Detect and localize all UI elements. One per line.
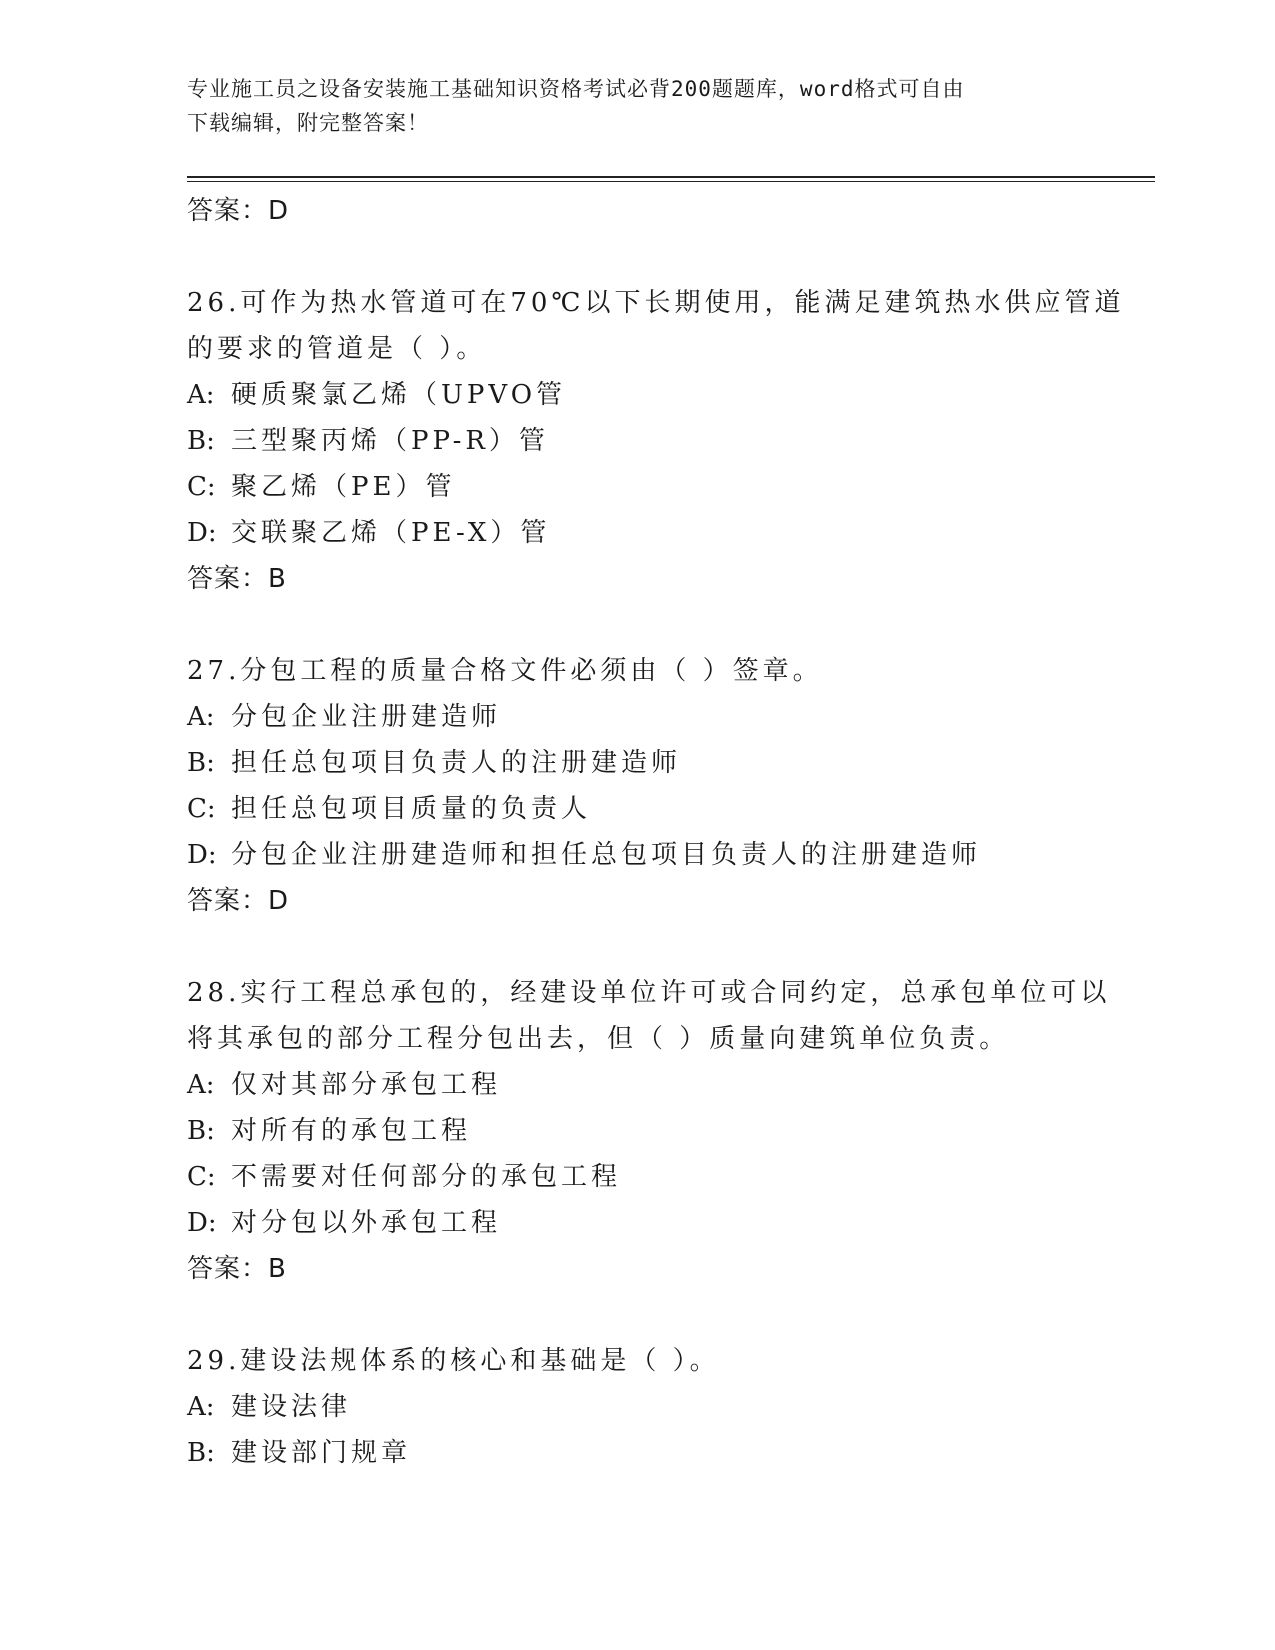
answer-line: 答案：B [187,1254,287,1284]
option-d [187,510,1147,556]
question-26 [187,280,1147,602]
option-key: D: [187,1208,217,1238]
question-text: 的要求的管道是（ ）。 [187,334,487,364]
header-rule-thin [187,181,1155,182]
option-key: A: [187,380,215,410]
option-key: D: [187,840,217,870]
option-key: B: [187,748,215,778]
option-text: 三型聚丙烯（PP-R）管 [231,426,549,456]
header-line-2: 下载编辑，附完整答案！ [187,111,429,135]
answer-line: 答案：D [187,886,290,916]
option-key: C: [187,472,216,502]
question-text: 27.分包工程的质量合格文件必须由（ ）签章。 [187,656,823,686]
option-a [187,1062,1147,1108]
option-key: A: [187,702,215,732]
option-a [187,372,1147,418]
question-text: 将其承包的部分工程分包出去，但（ ）质量向建筑单位负责。 [187,1024,1010,1054]
option-key: B: [187,426,215,456]
question-29 [187,1338,1147,1476]
question-28 [187,970,1147,1292]
option-c [187,464,1147,510]
option-c [187,1154,1147,1200]
question-text: 26.可作为热水管道可在70℃以下长期使用，能满足建筑热水供应管道 [187,288,1125,318]
answer-line: 答案：B [187,564,287,594]
option-text: 担任总包项目质量的负责人 [231,794,592,824]
option-key: A: [187,1392,215,1422]
option-key: C: [187,794,216,824]
header-line-1: 专业施工员之设备安装施工基础知识资格考试必背200题题库，word格式可自由 [187,77,965,101]
option-a [187,1384,1147,1430]
option-b [187,740,1147,786]
option-key: C: [187,1162,216,1192]
option-text: 交联聚乙烯（PE-X）管 [231,518,551,548]
header-rule-thick [187,176,1155,178]
option-d [187,1200,1147,1246]
option-text: 建设部门规章 [231,1438,412,1468]
answer-line: 答案：D [187,196,290,226]
option-b [187,1430,1147,1476]
option-text: 硬质聚氯乙烯（UPVO管 [231,380,567,410]
option-text: 聚乙烯（PE）管 [231,472,456,502]
option-key: B: [187,1438,215,1468]
option-text: 担任总包项目负责人的注册建造师 [231,748,682,778]
option-text: 分包企业注册建造师和担任总包项目负责人的注册建造师 [231,840,982,870]
option-c [187,786,1147,832]
option-text: 对分包以外承包工程 [231,1208,502,1238]
option-key: D: [187,518,217,548]
option-text: 建设法律 [231,1392,352,1422]
question-text: 28.实行工程总承包的，经建设单位许可或合同约定，总承包单位可以 [187,978,1111,1008]
document-header [187,72,1087,140]
question-list [187,188,1147,1476]
option-text: 不需要对任何部分的承包工程 [231,1162,622,1192]
option-text: 分包企业注册建造师 [231,702,502,732]
question-text: 29.建设法规体系的核心和基础是（ ）。 [187,1346,720,1376]
option-text: 对所有的承包工程 [231,1116,472,1146]
option-d [187,832,1147,878]
option-b [187,1108,1147,1154]
option-key: B: [187,1116,215,1146]
option-key: A: [187,1070,215,1100]
option-text: 仅对其部分承包工程 [231,1070,502,1100]
option-b [187,418,1147,464]
option-a [187,694,1147,740]
question-27 [187,648,1147,924]
